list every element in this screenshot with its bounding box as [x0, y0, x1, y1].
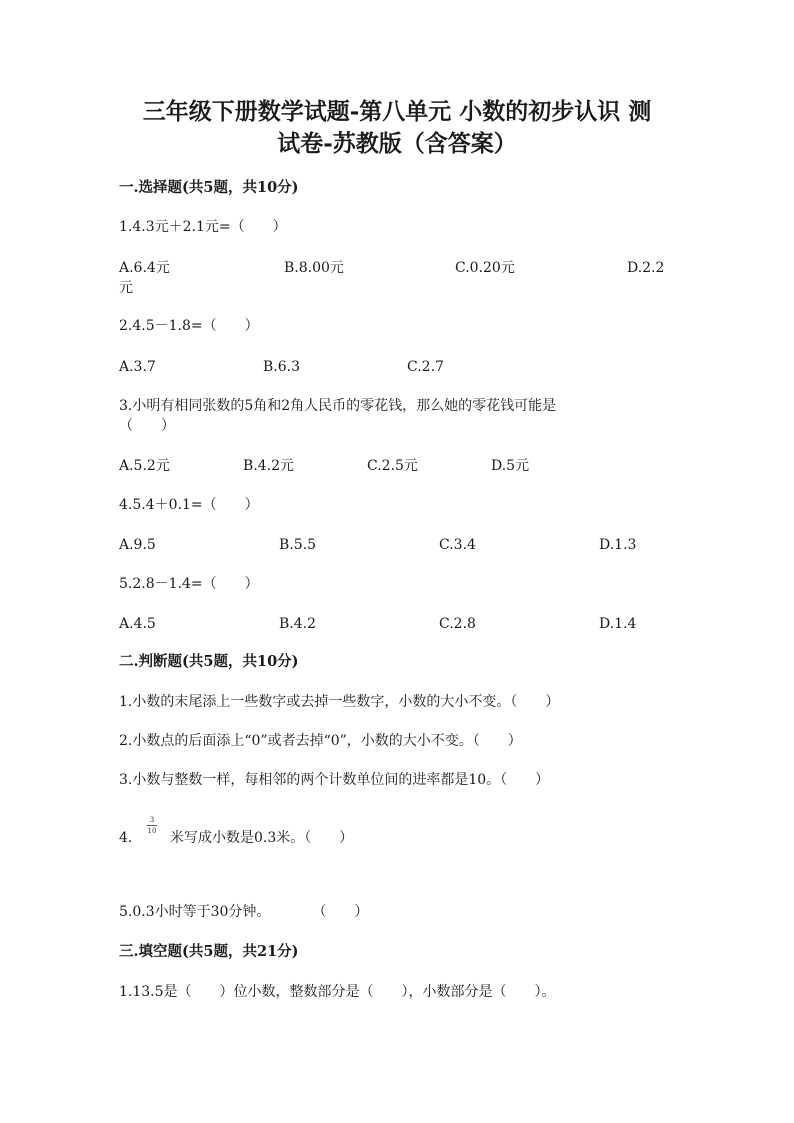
choice-q5-option-d: D.1.4 — [599, 616, 637, 632]
judge-q1: 1.小数的末尾添上一些数字或去掉一些数字，小数的大小不变。（ ） — [119, 694, 560, 710]
choice-q3-option-a: A.5.2元 — [119, 458, 170, 474]
fill-q1: 1.13.5是（ ）位小数，整数部分是（ ），小数部分是（ ）。 — [119, 984, 556, 1000]
choice-q4-stem: 4.5.4＋0.1=（ ） — [119, 497, 259, 513]
judge-q4-number: 4. — [119, 830, 133, 846]
judge-q5: 5.0.3小时等于30分钟。 （ ） — [119, 904, 369, 920]
fraction-denominator: 10 — [147, 827, 157, 835]
choice-q1-stem: 1.4.3元＋2.1元=（ ） — [119, 219, 287, 235]
choice-q3-stem-line-2: （ ） — [119, 418, 175, 434]
choice-q1-option-b: B.8.00元 — [284, 260, 344, 276]
section-heading-choice: 一.选择题(共5题，共10分) — [119, 179, 299, 196]
choice-q3-option-b: B.4.2元 — [243, 458, 295, 474]
title-line-2: 试卷-苏教版（含答案） — [277, 130, 517, 157]
choice-q3-stem-line-1: 3.小明有相同张数的5角和2角人民币的零花钱，那么她的零花钱可能是 — [119, 398, 557, 414]
fraction-bar — [147, 825, 157, 826]
page-title — [110, 96, 684, 160]
choice-q4-option-c: C.3.4 — [439, 537, 476, 553]
title-line-1: 三年级下册数学试题-第八单元 小数的初步认识 测 — [142, 98, 652, 125]
choice-q5-option-b: B.4.2 — [279, 616, 317, 632]
choice-q3-option-c: C.2.5元 — [367, 458, 418, 474]
judge-q4-text: 米写成小数是0.3米。（ ） — [170, 830, 354, 846]
choice-q2-option-c: C.2.7 — [407, 359, 444, 375]
fraction-numerator: 3 — [149, 816, 155, 824]
choice-q1-option-d: D.2.2 — [627, 260, 665, 276]
choice-q5-option-c: C.2.8 — [439, 616, 476, 632]
choice-q2-stem: 2.4.5－1.8=（ ） — [119, 318, 259, 334]
section-heading-judge: 二.判断题(共5题，共10分) — [119, 653, 299, 670]
choice-q5-option-a: A.4.5 — [119, 616, 156, 632]
judge-q3: 3.小数与整数一样，每相邻的两个计数单位间的进率都是10。（ ） — [119, 772, 550, 788]
choice-q2-option-b: B.6.3 — [263, 359, 301, 375]
choice-q4-option-b: B.5.5 — [279, 537, 317, 553]
choice-q2-option-a: A.3.7 — [119, 359, 156, 375]
section-heading-fill: 三.填空题(共5题，共21分) — [119, 943, 299, 960]
choice-q1-option-c: C.0.20元 — [455, 260, 515, 276]
choice-q4-option-a: A.9.5 — [119, 537, 156, 553]
choice-q5-stem: 5.2.8－1.4=（ ） — [119, 576, 259, 592]
choice-q4-option-d: D.1.3 — [599, 537, 637, 553]
judge-q2: 2.小数点的后面添上“0”或者去掉“0”，小数的大小不变。（ ） — [119, 733, 522, 749]
choice-q1-option-a: A.6.4元 — [119, 260, 170, 276]
choice-q1-option-d-continued: 元 — [119, 280, 133, 296]
choice-q3-option-d: D.5元 — [491, 458, 530, 474]
judge-q4-fraction — [147, 816, 157, 835]
